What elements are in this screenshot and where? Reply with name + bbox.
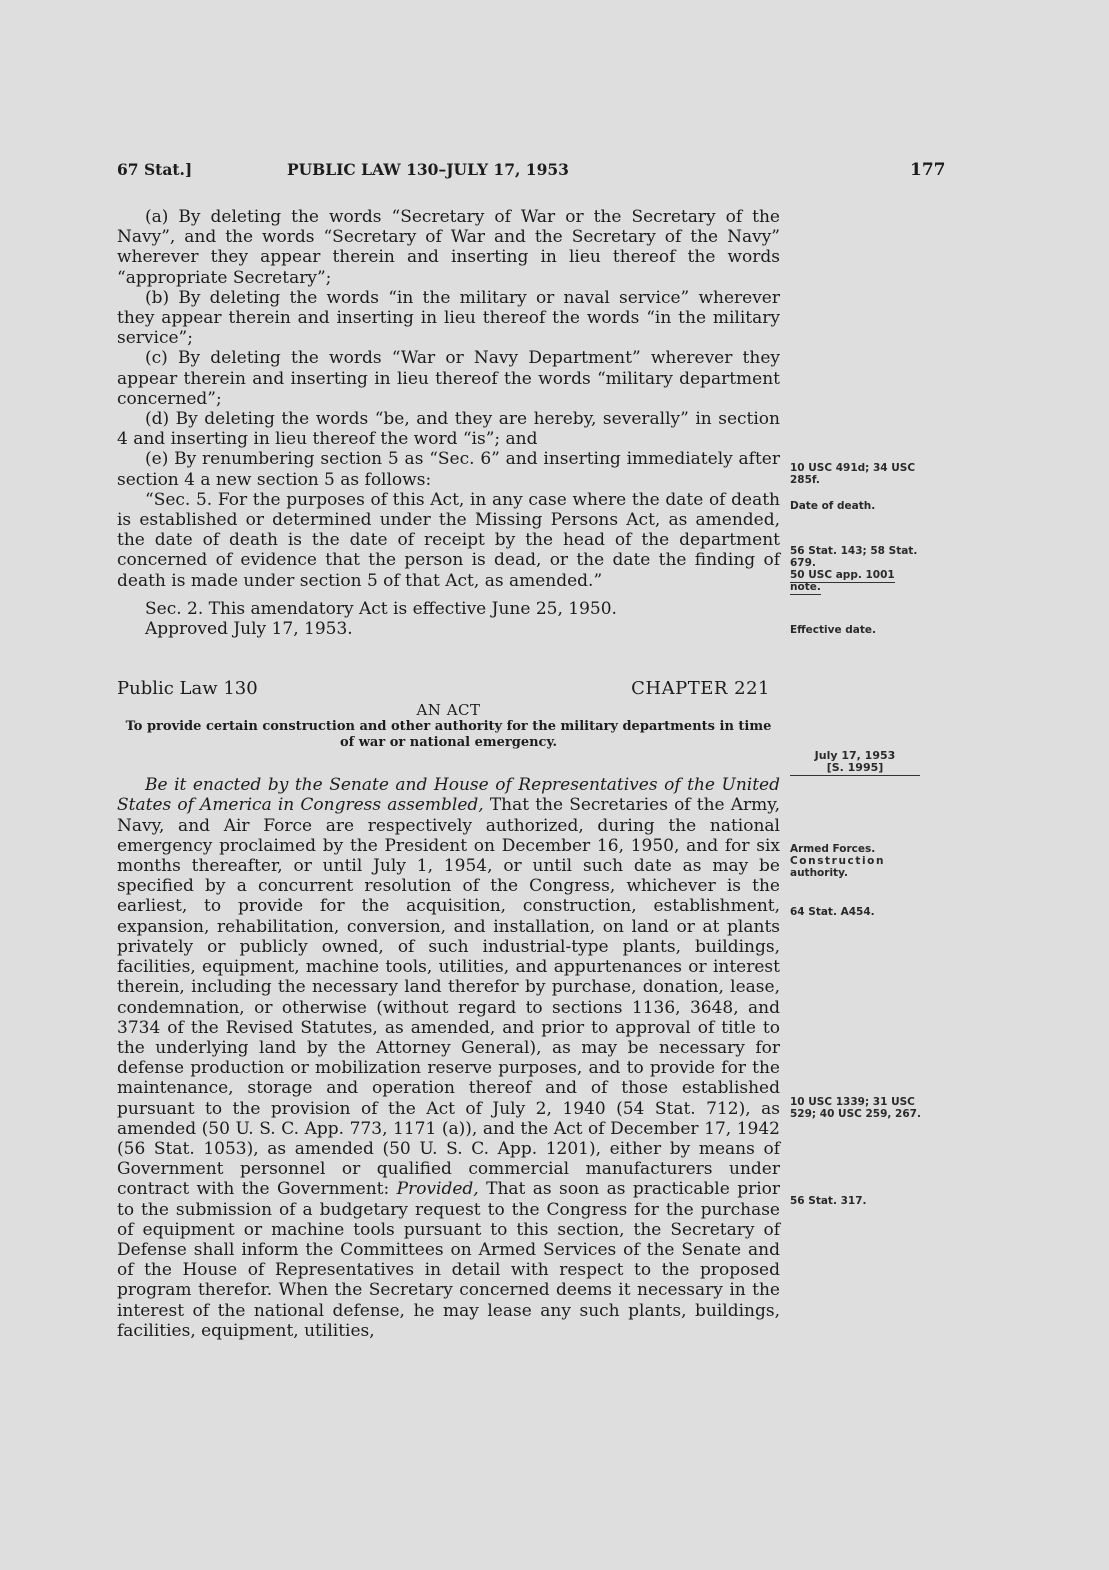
paragraph-a: (a) By deleting the words “Secretary of War or the Secretary of the Navy”, and the words “Secretary of War and the Secretary of the Navy” wherever they appear therein and inserting in lieu thereof the words “appropriate Secretary”; [117,207,780,288]
margin-note-56-stat-143: 56 Stat. 143; 58 Stat. 679. [790,545,918,569]
enacting-paragraph [117,775,780,1341]
header-title: PUBLIC LAW 130–JULY 17, 1953 [287,160,569,179]
paragraph-c: (c) By deleting the words “War or Navy Department” wherever they appear therein and inserting in lieu thereof the words “military department concerned”; [117,348,780,409]
page-number: 177 [910,160,946,180]
margin-note-bill-date [790,750,920,776]
margin-note-july-17: July 17, 1953 [814,749,896,762]
enacting-text-2: That as soon as practicable prior to the submission of a budgetary request to the Congress for the purchase of equipment or machine tools pursuant to this section, the Secretary of Defense shall inform the Committees on Armed Services of the Senate and of the House of Representatives in detail with respect to the proposed program therefor. When the Secretary concerned deems it necessary in the interest of the national defense, he may lease any such plants, buildings, facilities, equipment, utilities, [117,1179,781,1341]
running-header [117,160,946,184]
an-act-heading: AN ACT [416,701,481,720]
margin-note-s1995: [S. 1995] [790,762,920,776]
margin-note-64-stat: 64 Stat. A454. [790,906,875,918]
paragraph-d: (d) By deleting the words “be, and they are hereby, severally” in section 4 and inserting in lieu thereof the word “is”; and [117,409,780,450]
margin-note-construction: Construction [790,855,886,867]
margin-note-wrapper [790,569,918,593]
public-law-number: Public Law 130 [117,678,258,700]
section-2-text: Sec. 2. This amendatory Act is effective June 25, 1950. [145,598,617,619]
margin-note-authority: authority. [790,867,848,879]
statute-volume: 67 Stat.] [117,160,193,179]
chapter-line [117,679,780,701]
margin-note-effective-date: Effective date. [790,624,876,636]
provided-word: Provided, [396,1179,479,1200]
enacting-text-1: That the Secretaries of the Army, Navy, and Air Force are respectively authorized, during the national emergency proclaimed by the President on December 16, 1950, and for six months thereafter, or until July 1, 1954, or until such date as may be specified by a concurrent resolution of the Congress, whichever is the earliest, to provide for the acquisition, construction, establishment, expansion, rehabilitation, conversion, and installation, on land or at plants privately or publicly owned, of such industrial-type plants, buildings, facilities, equipment, machine tools, utilities, and appurtenances or interest therein, including the necessary land therefor by purchase, donation, lease, condemnation, or otherwise (without regard to sections 1136, 3648, and 3734 of the Revised Statutes, as amended, and prior to approval of title to the underlying land by the Attorney General), as may be necessary for defense production or mobilization reserve purposes, and to provide for the maintenance, storage and operation thereof and of those established pursuant to the provision of the Act of July 2, 1940 (54 Stat. 712), as amended (50 U. S. C. App. 773, 1171 (a)), and the Act of December 17, 1942 (56 Stat. 1053), as amended (50 U. S. C. App. 1201), either by means of Government personnel or qualified commercial manufacturers under contract with the Government: [117,795,780,1200]
margin-note-armed-forces-title: Armed Forces. [790,843,876,855]
margin-note-50-usc-1001: 50 USC app. 1001 note. [790,569,895,593]
enacting-clause: Be it enacted by the Senate and House of Representatives of the United States of America in Congress assembled, [117,775,780,816]
margin-note-56-stat-317: 56 Stat. 317. [790,1195,867,1207]
main-text [117,207,780,1341]
paragraph-e: (e) By renumbering section 5 as “Sec. 6” and inserting immediately after section 4 a new section 5 as follows: [117,449,780,490]
approved-date: Approved July 17, 1953. [145,619,353,640]
margin-note-armed-forces [790,843,925,879]
act-purpose: To provide certain construction and other authority for the military departments in time of war or national emergency. [125,719,772,751]
chapter-number: CHAPTER 221 [631,678,770,700]
section-5-text: “Sec. 5. For the purposes of this Act, in any case where the date of death is established or determined under the Missing Persons Act, as amended, the date of death is the date of receipt by the head of the department concerned of evidence that the person is dead, or the date the finding of death is made under section 5 of that Act, as amended.” [117,489,780,591]
margin-note-usc-491d: 10 USC 491d; 34 USC 285f. [790,462,916,486]
margin-note-date-of-death: Date of death. [790,500,876,512]
paragraph-b: (b) By deleting the words “in the military or naval service” wherever they appear therein and inserting in lieu thereof the words “in the military service”; [117,287,780,349]
margin-note-usc-1339: 10 USC 1339; 31 USC 529; 40 USC 259, 267. [790,1096,921,1120]
